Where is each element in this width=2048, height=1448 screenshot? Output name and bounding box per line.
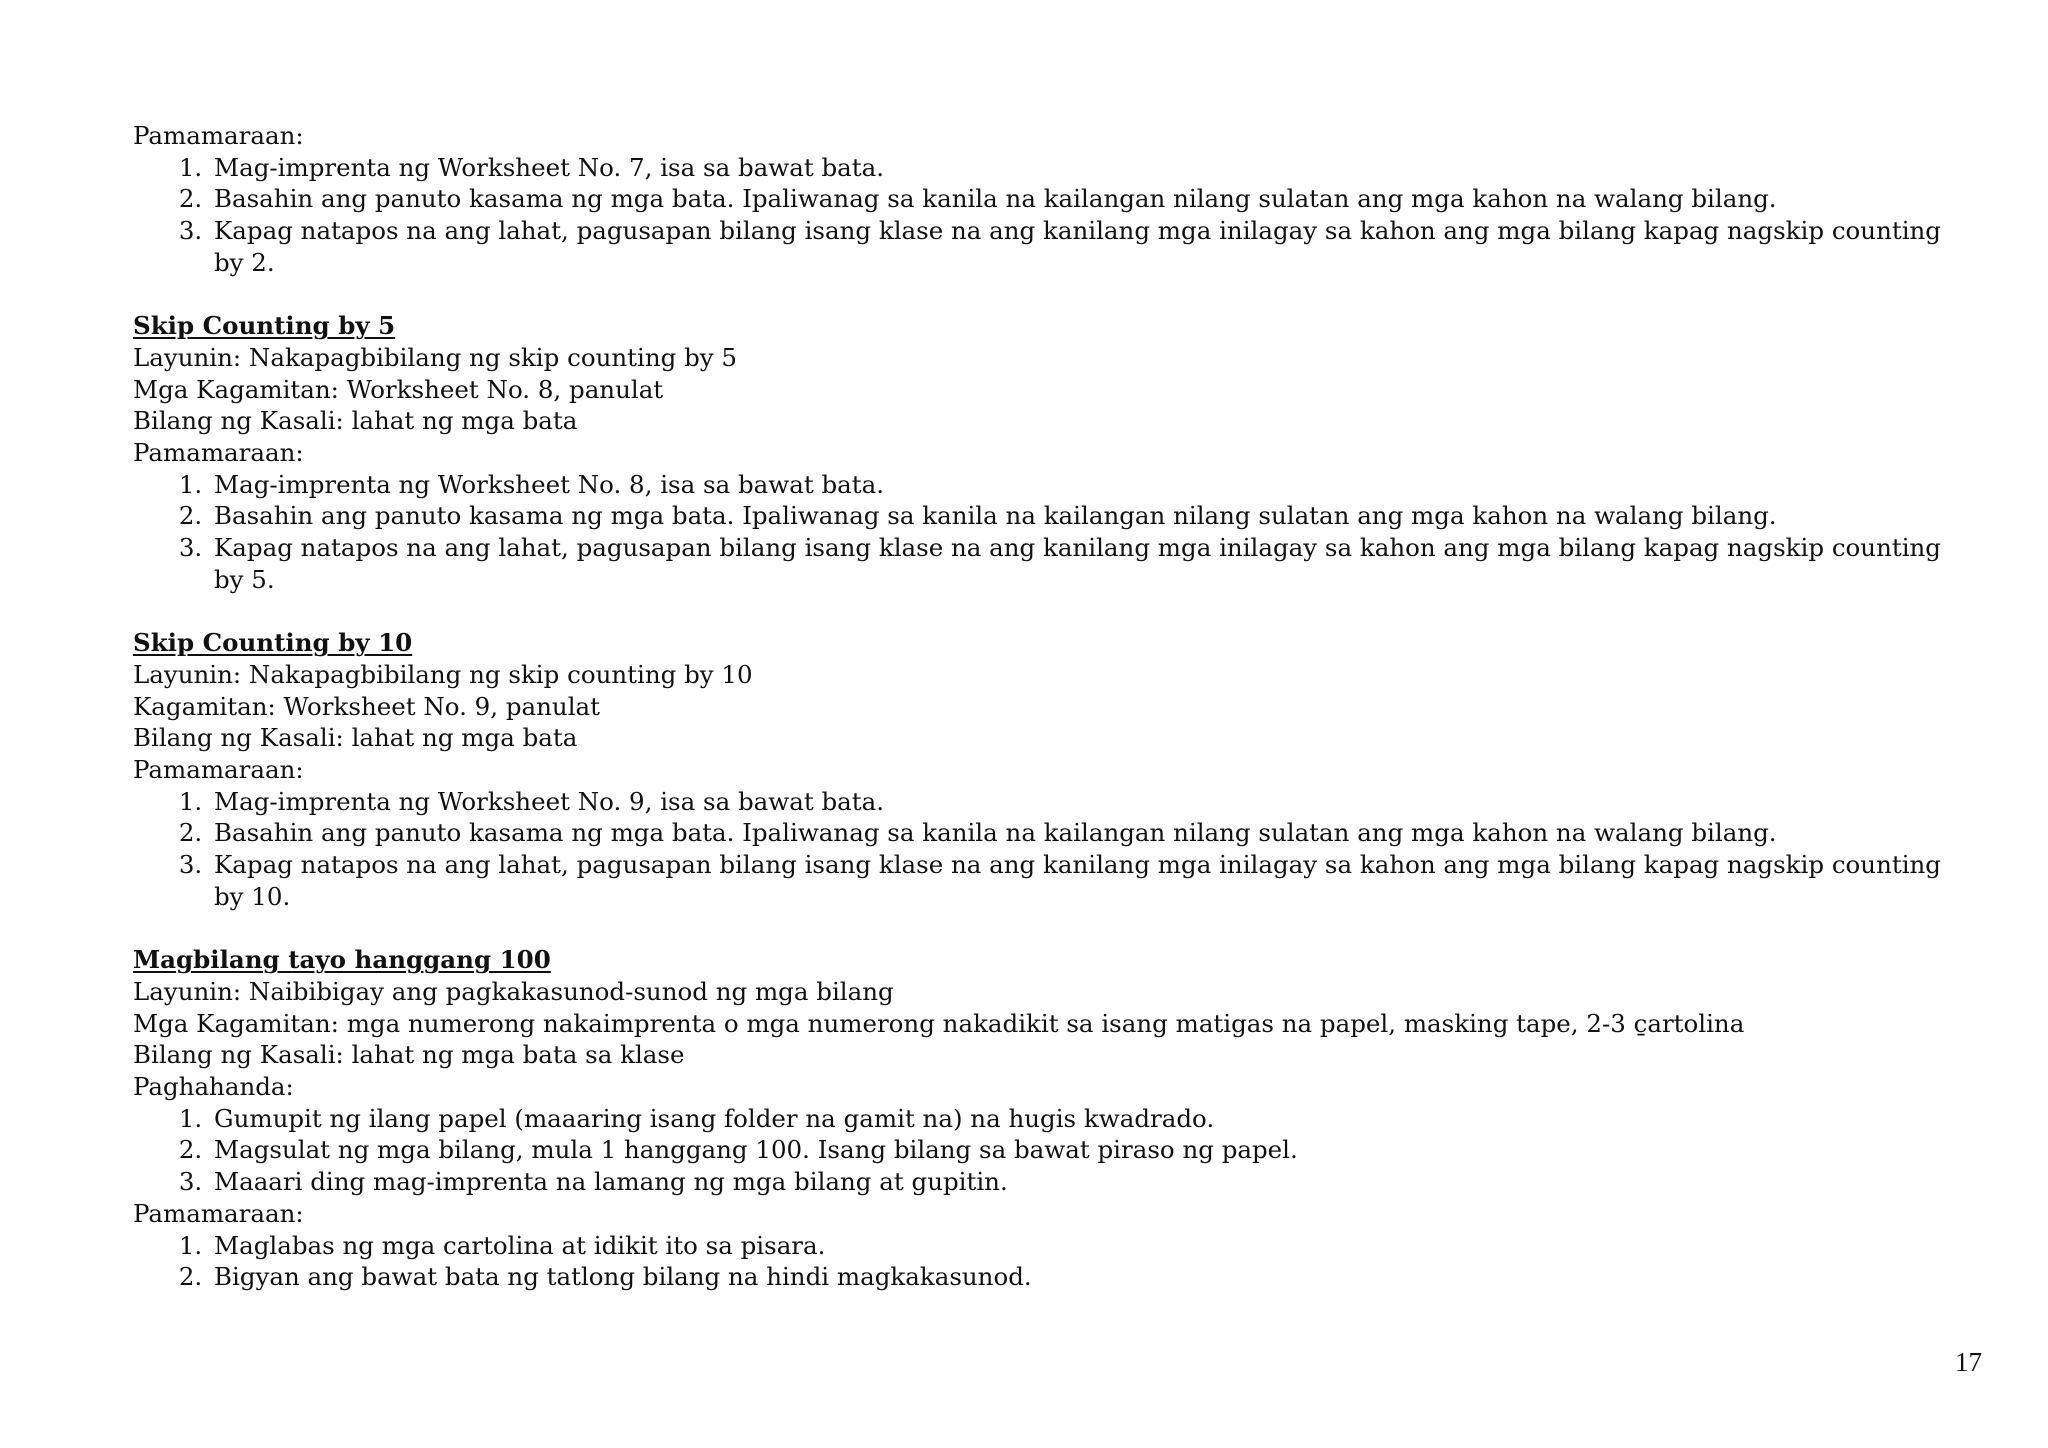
section-magbilang-tayo-hanggang-100 xyxy=(133,944,1953,1293)
pamamaraan-label: Pamamaraan: xyxy=(133,755,304,785)
list-item: 1. Mag-imprenta ng Worksheet No. 7, isa sa bawat bata. xyxy=(210,152,1953,184)
list-item: 2. Basahin ang panuto kasama ng mga bata. Ipaliwanag sa kanila na kailangan nilang sulatan ang mga kahon na walang bilang. xyxy=(210,817,1953,849)
spacer xyxy=(133,596,1953,628)
kasali-line: Bilang ng Kasali: lahat ng mga bata sa klase xyxy=(133,1040,685,1070)
kagamitan-line: Mga Kagamitan: mga numerong nakaimprenta o mga numerong nakadikit sa isang matigas na papel, masking tape, 2-3 c̱artolina xyxy=(133,1008,1745,1038)
list-item: 1. Gumupit ng ilang papel (maaaring isang folder na gamit na) na hugis kwadrado. xyxy=(210,1103,1953,1135)
list-item: 2. Magsulat ng mga bilang, mula 1 hanggang 100. Isang bilang sa bawat piraso ng papel. xyxy=(210,1134,1953,1166)
list-item: 1. Maglabas ng mga cartolina at idikit ito sa pisara. xyxy=(210,1230,1953,1262)
pamamaraan-label: Pamamaraan: xyxy=(133,1198,304,1228)
pamamaraan-label: Pamamaraan: xyxy=(133,438,304,468)
list-item: 3. Kapag natapos na ang lahat, pagusapan bilang isang klase na ang kanilang mga inilagay sa kahon ang mga bilang kapag nagskip counting by 10. xyxy=(210,849,1953,912)
page-number: 17 xyxy=(1955,1347,1982,1377)
kasali-line: Bilang ng Kasali: lahat ng mga bata xyxy=(133,723,578,753)
pamamaraan-list xyxy=(133,152,1953,279)
list-item: 3. Kapag natapos na ang lahat, pagusapan bilang isang klase na ang kanilang mga inilagay sa kahon ang mga bilang kapag nagskip counting by 5. xyxy=(210,532,1953,595)
list-item: 3. Maaari ding mag-imprenta na lamang ng mga bilang at gupitin. xyxy=(210,1166,1953,1198)
paghahanda-label: Paghahanda: xyxy=(133,1072,294,1102)
section-skip-counting-by-2-continued xyxy=(133,120,1953,279)
layunin-line: Layunin: Nakapagbibilang ng skip counting by 10 xyxy=(133,659,753,689)
section-heading: Skip Counting by 5 xyxy=(133,311,396,341)
spacer xyxy=(133,913,1953,945)
kagamitan-line: Mga Kagamitan: Worksheet No. 8, panulat xyxy=(133,374,664,404)
kasali-line: Bilang ng Kasali: lahat ng mga bata xyxy=(133,406,578,436)
kagamitan-line: Kagamitan: Worksheet No. 9, panulat xyxy=(133,691,600,721)
list-item: 2. Basahin ang panuto kasama ng mga bata. Ipaliwanag sa kanila na kailangan nilang sulatan ang mga kahon na walang bilang. xyxy=(210,183,1953,215)
pamamaraan-list xyxy=(133,786,1953,913)
pamamaraan-list xyxy=(133,1230,1953,1293)
section-heading: Skip Counting by 10 xyxy=(133,628,413,658)
list-item: 1. Mag-imprenta ng Worksheet No. 9, isa sa bawat bata. xyxy=(210,786,1953,818)
layunin-line: Layunin: Nakapagbibilang ng skip counting by 5 xyxy=(133,342,737,372)
section-skip-counting-by-5 xyxy=(133,310,1953,595)
list-item: 1. Mag-imprenta ng Worksheet No. 8, isa sa bawat bata. xyxy=(210,469,1953,501)
paghahanda-list xyxy=(133,1103,1953,1198)
layunin-line: Layunin: Naibibigay ang pagkakasunod-sunod ng mga bilang xyxy=(133,976,894,1006)
section-skip-counting-by-10 xyxy=(133,627,1953,912)
spacer xyxy=(133,279,1953,311)
section-heading: Magbilang tayo hanggang 100 xyxy=(133,945,551,975)
list-item: 2. Basahin ang panuto kasama ng mga bata. Ipaliwanag sa kanila na kailangan nilang sulatan ang mga kahon na walang bilang. xyxy=(210,500,1953,532)
list-item-text: Kapag natapos na ang lahat, pagusapan bilang isang klase na ang kanilang mga inilagay sa kahon ang mga bilang kapag nagskip counting by 2. xyxy=(214,216,1941,277)
document-page xyxy=(133,120,1953,1293)
list-item: 2. Bigyan ang bawat bata ng tatlong bilang na hindi magkakasunod. xyxy=(210,1261,1953,1293)
list-item xyxy=(210,215,1953,278)
pamamaraan-list xyxy=(133,469,1953,596)
pamamaraan-label: Pamamaraan: xyxy=(133,121,304,150)
